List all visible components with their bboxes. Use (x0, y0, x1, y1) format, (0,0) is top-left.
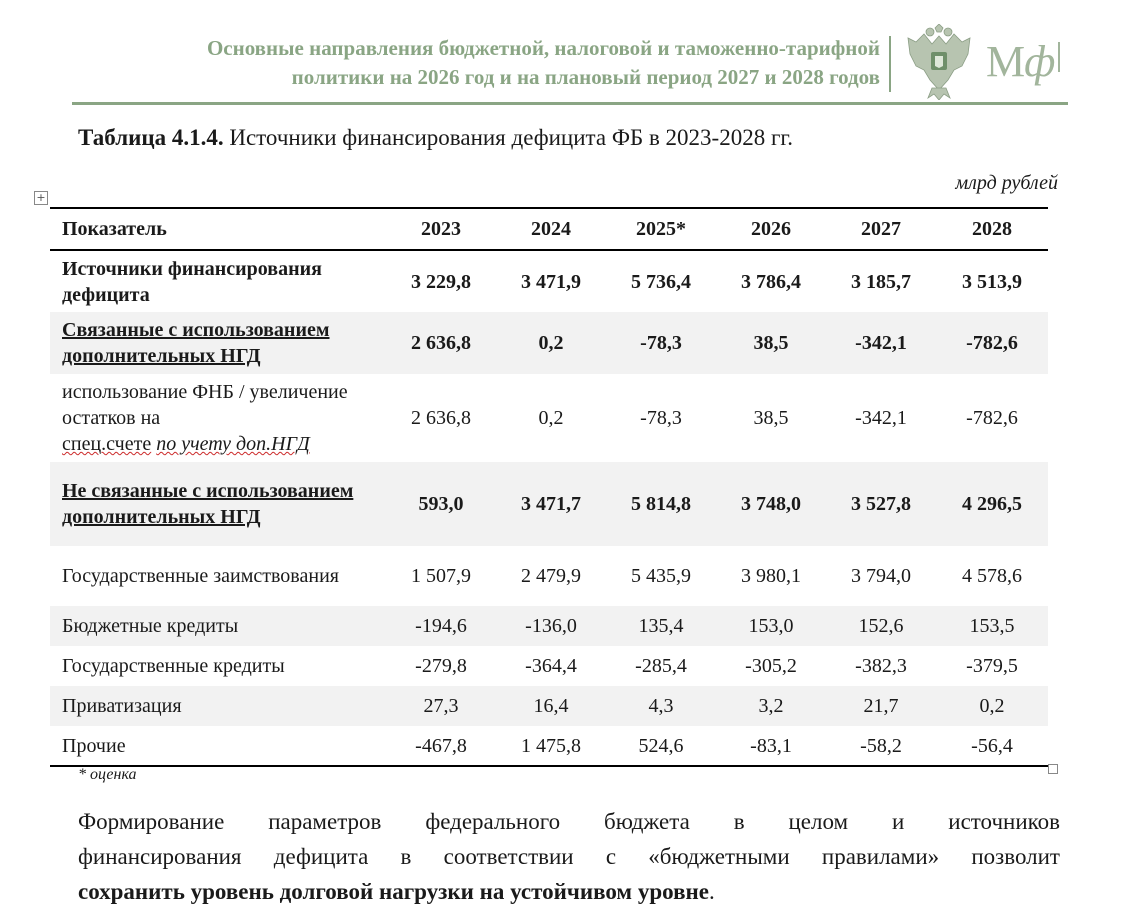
table-header-row (50, 208, 1048, 250)
table-move-handle-icon[interactable]: + (34, 191, 48, 205)
cell-value: 135,4 (606, 606, 716, 646)
logo-letter-f: ф (1024, 37, 1055, 86)
cell-value: 5 736,4 (631, 270, 691, 293)
row-label-part: использование ФНБ / увеличение остатков на (62, 381, 348, 429)
header-rule (72, 102, 1068, 105)
cell-value: 593,0 (386, 462, 496, 546)
row-label-text: Не связанные с использованием дополнительных НГД (62, 480, 354, 528)
cell-value: -782,6 (936, 312, 1048, 374)
cell-value: 3 471,9 (521, 270, 581, 293)
row-label-part-italic: по учету доп.НГД (156, 433, 310, 455)
table-footnote: * оценка (78, 766, 137, 783)
table-row (50, 462, 1048, 546)
table-row (50, 546, 1048, 606)
cell-value: 3,2 (716, 686, 826, 726)
cell-value: 2 636,8 (411, 407, 471, 429)
paragraph-end: . (708, 879, 715, 904)
column-header-2028: 2028 (972, 217, 1012, 240)
cell-value: 2 636,8 (386, 312, 496, 374)
cell-value: 0,2 (538, 407, 564, 429)
column-header-2024: 2024 (531, 217, 571, 240)
cell-value: -467,8 (415, 734, 467, 757)
cell-value: 3 471,7 (496, 462, 606, 546)
cell-value: 27,3 (386, 686, 496, 726)
cell-value: 524,6 (638, 734, 684, 757)
cell-value: -782,6 (966, 407, 1018, 429)
cell-value: 21,7 (826, 686, 936, 726)
cell-value: 3 513,9 (962, 270, 1022, 293)
cell-value: 153,5 (936, 606, 1048, 646)
cell-value: 3 794,0 (851, 565, 911, 587)
cell-value: 3 980,1 (741, 565, 801, 587)
header-divider (889, 36, 891, 92)
cell-value: -342,1 (826, 312, 936, 374)
cell-value: -305,2 (745, 655, 797, 677)
cell-value: 3 748,0 (716, 462, 826, 546)
table-caption (78, 122, 793, 154)
column-header-2026: 2026 (751, 217, 791, 240)
cell-value: -364,4 (525, 655, 577, 677)
cell-value: -379,5 (966, 655, 1018, 677)
column-header-2025: 2025* (636, 217, 686, 240)
logo-bar (1058, 42, 1060, 72)
cell-value: 3 185,7 (851, 270, 911, 293)
row-label: Государственные кредиты (62, 655, 285, 677)
cell-value: 153,0 (716, 606, 826, 646)
row-label-part: спец.счете (62, 433, 152, 455)
cell-value: 3 527,8 (826, 462, 936, 546)
cell-value: -194,6 (386, 606, 496, 646)
cell-value: 0,2 (936, 686, 1048, 726)
row-label: Бюджетные кредиты (50, 606, 386, 646)
cell-value: 38,5 (716, 312, 826, 374)
unit-note: млрд рублей (955, 172, 1058, 194)
row-label: Прочие (62, 734, 126, 757)
table-row (50, 374, 1048, 462)
table-row (50, 646, 1048, 686)
column-header-indicator: Показатель (62, 217, 167, 240)
cell-value: 4 578,6 (962, 565, 1022, 587)
cell-value: 38,5 (753, 407, 789, 429)
table-title: Источники финансирования дефицита ФБ в 2023-2028 гг. (229, 125, 793, 150)
paragraph-line-1: Формирование параметров федерального бюджета в целом и источников (78, 809, 1060, 834)
logo-letter-m: М (986, 37, 1025, 86)
cell-value: -56,4 (971, 734, 1013, 757)
table-row (50, 726, 1048, 766)
cell-value: 1 475,8 (521, 734, 581, 757)
table-row (50, 250, 1048, 312)
table-row (50, 312, 1048, 374)
coat-of-arms-emblem-icon (902, 24, 976, 100)
cell-value: 152,6 (826, 606, 936, 646)
cell-value: -58,2 (860, 734, 902, 757)
table-resize-handle[interactable] (1048, 764, 1058, 774)
cell-value: 16,4 (496, 686, 606, 726)
row-label (50, 462, 386, 546)
cell-value: 2 479,9 (521, 565, 581, 587)
row-label: Государственные заимствования (62, 565, 339, 587)
paragraph-line-2: финансирования дефицита в соответствии с «бюджетными правилами» позволит (78, 844, 1060, 869)
cell-value: -382,3 (855, 655, 907, 677)
cell-value: 5 814,8 (606, 462, 716, 546)
cell-value: 0,2 (496, 312, 606, 374)
body-paragraph (78, 804, 1060, 909)
row-label (50, 374, 386, 462)
row-label: Источники финансирования дефицита (62, 257, 322, 306)
row-label: Приватизация (50, 686, 386, 726)
cell-value: -136,0 (496, 606, 606, 646)
header-title-line-2: политики на 2026 год и на плановый период 2027 и 2028 годов (291, 65, 880, 89)
table-number: Таблица 4.1.4. (78, 125, 224, 150)
cell-value: -279,8 (415, 655, 467, 677)
cell-value: 3 229,8 (411, 270, 471, 293)
table-row (50, 686, 1048, 726)
document-header-title (70, 34, 880, 92)
column-header-2027: 2027 (861, 217, 901, 240)
ministry-logo (986, 36, 1060, 88)
header-title-line-1: Основные направления бюджетной, налоговой и таможенно-тарифной (206, 36, 880, 60)
cell-value: 4 296,5 (936, 462, 1048, 546)
cell-value: 3 786,4 (741, 270, 801, 293)
row-label-text: Связанные с использованием дополнительных НГД (62, 319, 330, 367)
cell-value: 4,3 (606, 686, 716, 726)
row-label (50, 312, 386, 374)
cell-value: -83,1 (750, 734, 792, 757)
cell-value: 1 507,9 (411, 565, 471, 587)
cell-value: -285,4 (635, 655, 687, 677)
paragraph-bold-text: сохранить уровень долговой нагрузки на устойчивом уровне (78, 879, 709, 904)
column-header-2023: 2023 (421, 217, 461, 240)
financing-sources-table (50, 207, 1048, 767)
cell-value: -78,3 (640, 407, 682, 429)
cell-value: -342,1 (855, 407, 907, 429)
cell-value: -78,3 (606, 312, 716, 374)
cell-value: 5 435,9 (631, 565, 691, 587)
table-row (50, 606, 1048, 646)
